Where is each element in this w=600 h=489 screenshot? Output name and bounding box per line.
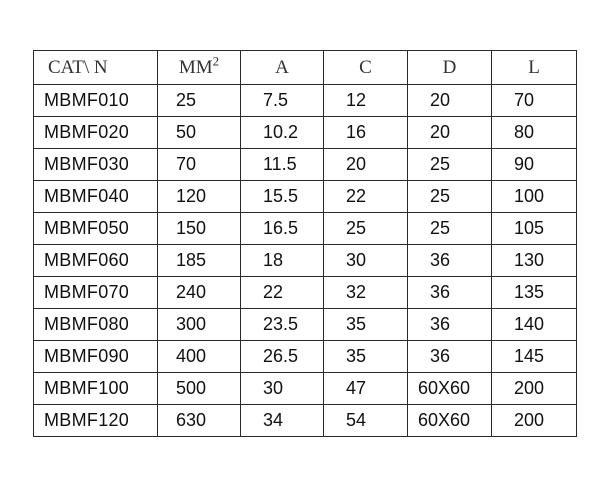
cell-mm2: 630 [158,405,241,437]
table-row [34,341,577,373]
header-cat-no: CAT\ N [34,51,158,85]
table-row [34,149,577,181]
cell-mm2: 70 [158,149,241,181]
cell-cat: MBMF020 [34,117,158,149]
cell-c: 32 [324,277,408,309]
cell-a: 11.5 [241,149,324,181]
cell-a: 10.2 [241,117,324,149]
cell-d: 36 [408,277,492,309]
header-mm2-base: MM [178,56,213,78]
cell-cat: MBMF070 [34,277,158,309]
cell-d: 25 [408,181,492,213]
cell-mm2: 300 [158,309,241,341]
cell-c: 30 [324,245,408,277]
cell-d: 20 [408,85,492,117]
cell-l: 90 [492,149,577,181]
cell-d: 60X60 [408,405,492,437]
header-mm2 [158,51,241,85]
cell-cat: MBMF040 [34,181,158,213]
cell-mm2: 185 [158,245,241,277]
header-l: L [492,51,577,85]
cell-a: 22 [241,277,324,309]
cell-a: 18 [241,245,324,277]
cell-cat: MBMF100 [34,373,158,405]
cell-d: 36 [408,341,492,373]
cell-a: 26.5 [241,341,324,373]
specification-table [33,50,577,437]
cell-l: 200 [492,373,577,405]
cell-c: 35 [324,341,408,373]
cell-c: 47 [324,373,408,405]
cell-a: 16.5 [241,213,324,245]
header-row [34,51,577,85]
cell-l: 105 [492,213,577,245]
cell-c: 20 [324,149,408,181]
cell-l: 140 [492,309,577,341]
cell-mm2: 120 [158,181,241,213]
cell-cat: MBMF120 [34,405,158,437]
cell-d: 25 [408,213,492,245]
cell-mm2: 240 [158,277,241,309]
cell-d: 36 [408,245,492,277]
header-c: C [324,51,408,85]
cell-d: 20 [408,117,492,149]
cell-cat: MBMF030 [34,149,158,181]
cell-a: 23.5 [241,309,324,341]
cell-l: 135 [492,277,577,309]
cell-a: 34 [241,405,324,437]
table-row [34,245,577,277]
cell-c: 22 [324,181,408,213]
cell-d: 36 [408,309,492,341]
cell-cat: MBMF080 [34,309,158,341]
cell-l: 130 [492,245,577,277]
table-body [34,85,577,437]
cell-cat: MBMF060 [34,245,158,277]
table-row [34,85,577,117]
table-row [34,405,577,437]
cell-c: 35 [324,309,408,341]
cell-c: 12 [324,85,408,117]
header-mm2-exponent: 2 [212,53,220,69]
table-row [34,117,577,149]
cell-l: 70 [492,85,577,117]
table-row [34,373,577,405]
table-row [34,309,577,341]
cell-l: 100 [492,181,577,213]
cell-mm2: 25 [158,85,241,117]
cell-c: 25 [324,213,408,245]
cell-mm2: 400 [158,341,241,373]
cell-d: 60X60 [408,373,492,405]
table-row [34,181,577,213]
cell-mm2: 500 [158,373,241,405]
cell-d: 25 [408,149,492,181]
cell-c: 16 [324,117,408,149]
cell-l: 145 [492,341,577,373]
cell-a: 30 [241,373,324,405]
header-a: A [241,51,324,85]
cell-c: 54 [324,405,408,437]
cell-a: 15.5 [241,181,324,213]
cell-cat: MBMF010 [34,85,158,117]
cell-cat: MBMF090 [34,341,158,373]
cell-mm2: 50 [158,117,241,149]
header-d: D [408,51,492,85]
cell-mm2: 150 [158,213,241,245]
table-row [34,277,577,309]
cell-cat: MBMF050 [34,213,158,245]
cell-a: 7.5 [241,85,324,117]
cell-l: 200 [492,405,577,437]
cell-l: 80 [492,117,577,149]
table-row [34,213,577,245]
